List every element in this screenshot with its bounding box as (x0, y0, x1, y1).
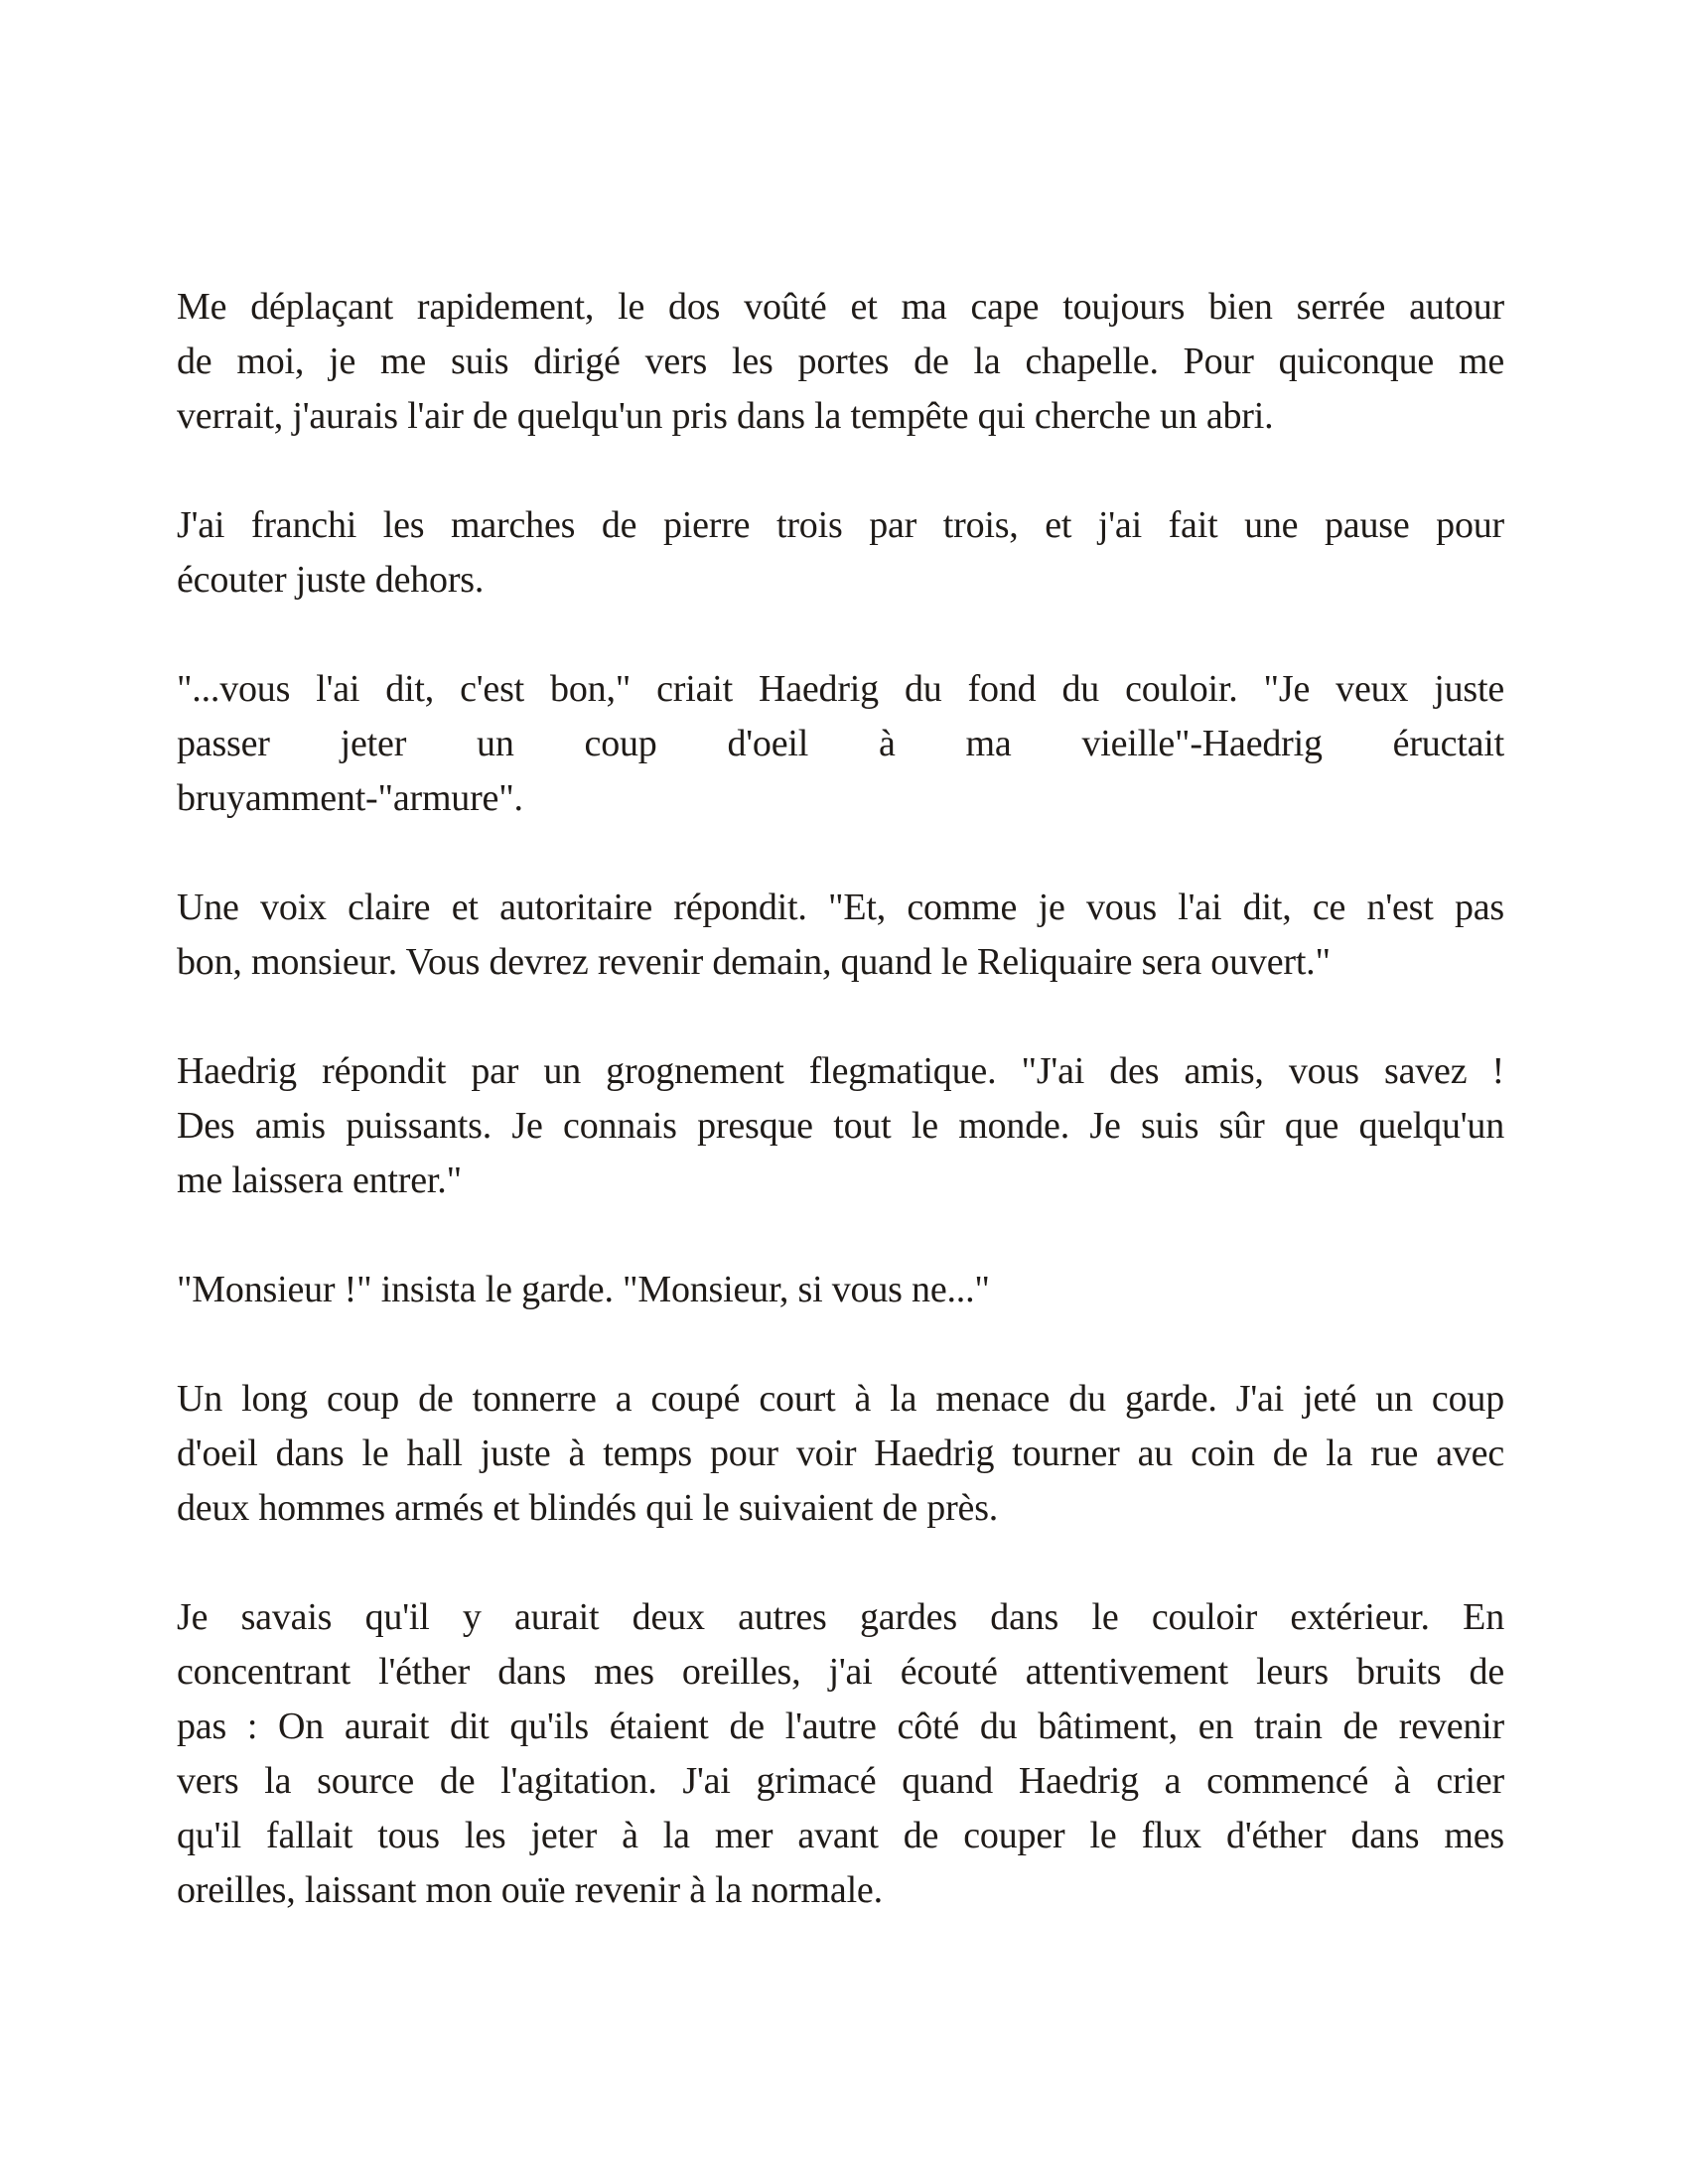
text-line: concentrant l'éther dans mes oreilles, j'ai écouté attentivement leurs bruits de (177, 1651, 1504, 1693)
text-line: Une voix claire et autoritaire répondit. "Et, comme je vous l'ai dit, ce n'est pas (177, 887, 1504, 928)
text-line: "...vous l'ai dit, c'est bon," criait Haedrig du fond du couloir. "Je veux juste (177, 668, 1504, 710)
paragraph-6 (177, 1263, 1504, 1317)
text-line: écouter juste dehors. (177, 559, 485, 601)
paragraph-4 (177, 881, 1504, 990)
paragraph-3 (177, 662, 1504, 826)
text-line: bruyamment-"armure". (177, 777, 523, 819)
text-line: oreilles, laissant mon ouïe revenir à la normale. (177, 1869, 883, 1911)
paragraph-8 (177, 1590, 1504, 1918)
text-line: passer jeter un coup d'oeil à ma vieille"-Haedrig éructait (177, 723, 1504, 764)
text-line: Me déplaçant rapidement, le dos voûté et ma cape toujours bien serrée autour (177, 286, 1504, 328)
text-line: vers la source de l'agitation. J'ai grimacé quand Haedrig a commencé à crier (177, 1760, 1504, 1802)
text-line: bon, monsieur. Vous devrez revenir demain, quand le Reliquaire sera ouvert." (177, 941, 1331, 983)
paragraph-7 (177, 1372, 1504, 1536)
text-line: Haedrig répondit par un grognement flegmatique. "J'ai des amis, vous savez ! (177, 1050, 1504, 1092)
text-line: de moi, je me suis dirigé vers les portes de la chapelle. Pour quiconque me (177, 341, 1504, 382)
text-line: Un long coup de tonnerre a coupé court à la menace du garde. J'ai jeté un coup (177, 1378, 1504, 1420)
paragraph-1 (177, 280, 1504, 444)
text-line: Je savais qu'il y aurait deux autres gardes dans le couloir extérieur. En (177, 1596, 1504, 1638)
text-line: J'ai franchi les marches de pierre trois par trois, et j'ai fait une pause pour (177, 504, 1504, 546)
text-line: pas : On aurait dit qu'ils étaient de l'autre côté du bâtiment, en train de revenir (177, 1706, 1504, 1747)
text-line: deux hommes armés et blindés qui le suivaient de près. (177, 1487, 999, 1529)
paragraph-5 (177, 1044, 1504, 1208)
text-block (177, 280, 1504, 1973)
paragraph-2 (177, 498, 1504, 608)
text-line: "Monsieur !" insista le garde. "Monsieur, si vous ne..." (177, 1269, 990, 1310)
text-line: Des amis puissants. Je connais presque tout le monde. Je suis sûr que quelqu'un (177, 1105, 1504, 1147)
text-line: qu'il fallait tous les jeter à la mer avant de couper le flux d'éther dans mes (177, 1815, 1504, 1856)
text-line: d'oeil dans le hall juste à temps pour voir Haedrig tourner au coin de la rue avec (177, 1433, 1504, 1474)
text-line: verrait, j'aurais l'air de quelqu'un pris dans la tempête qui cherche un abri. (177, 395, 1274, 437)
text-line: me laissera entrer." (177, 1160, 462, 1201)
